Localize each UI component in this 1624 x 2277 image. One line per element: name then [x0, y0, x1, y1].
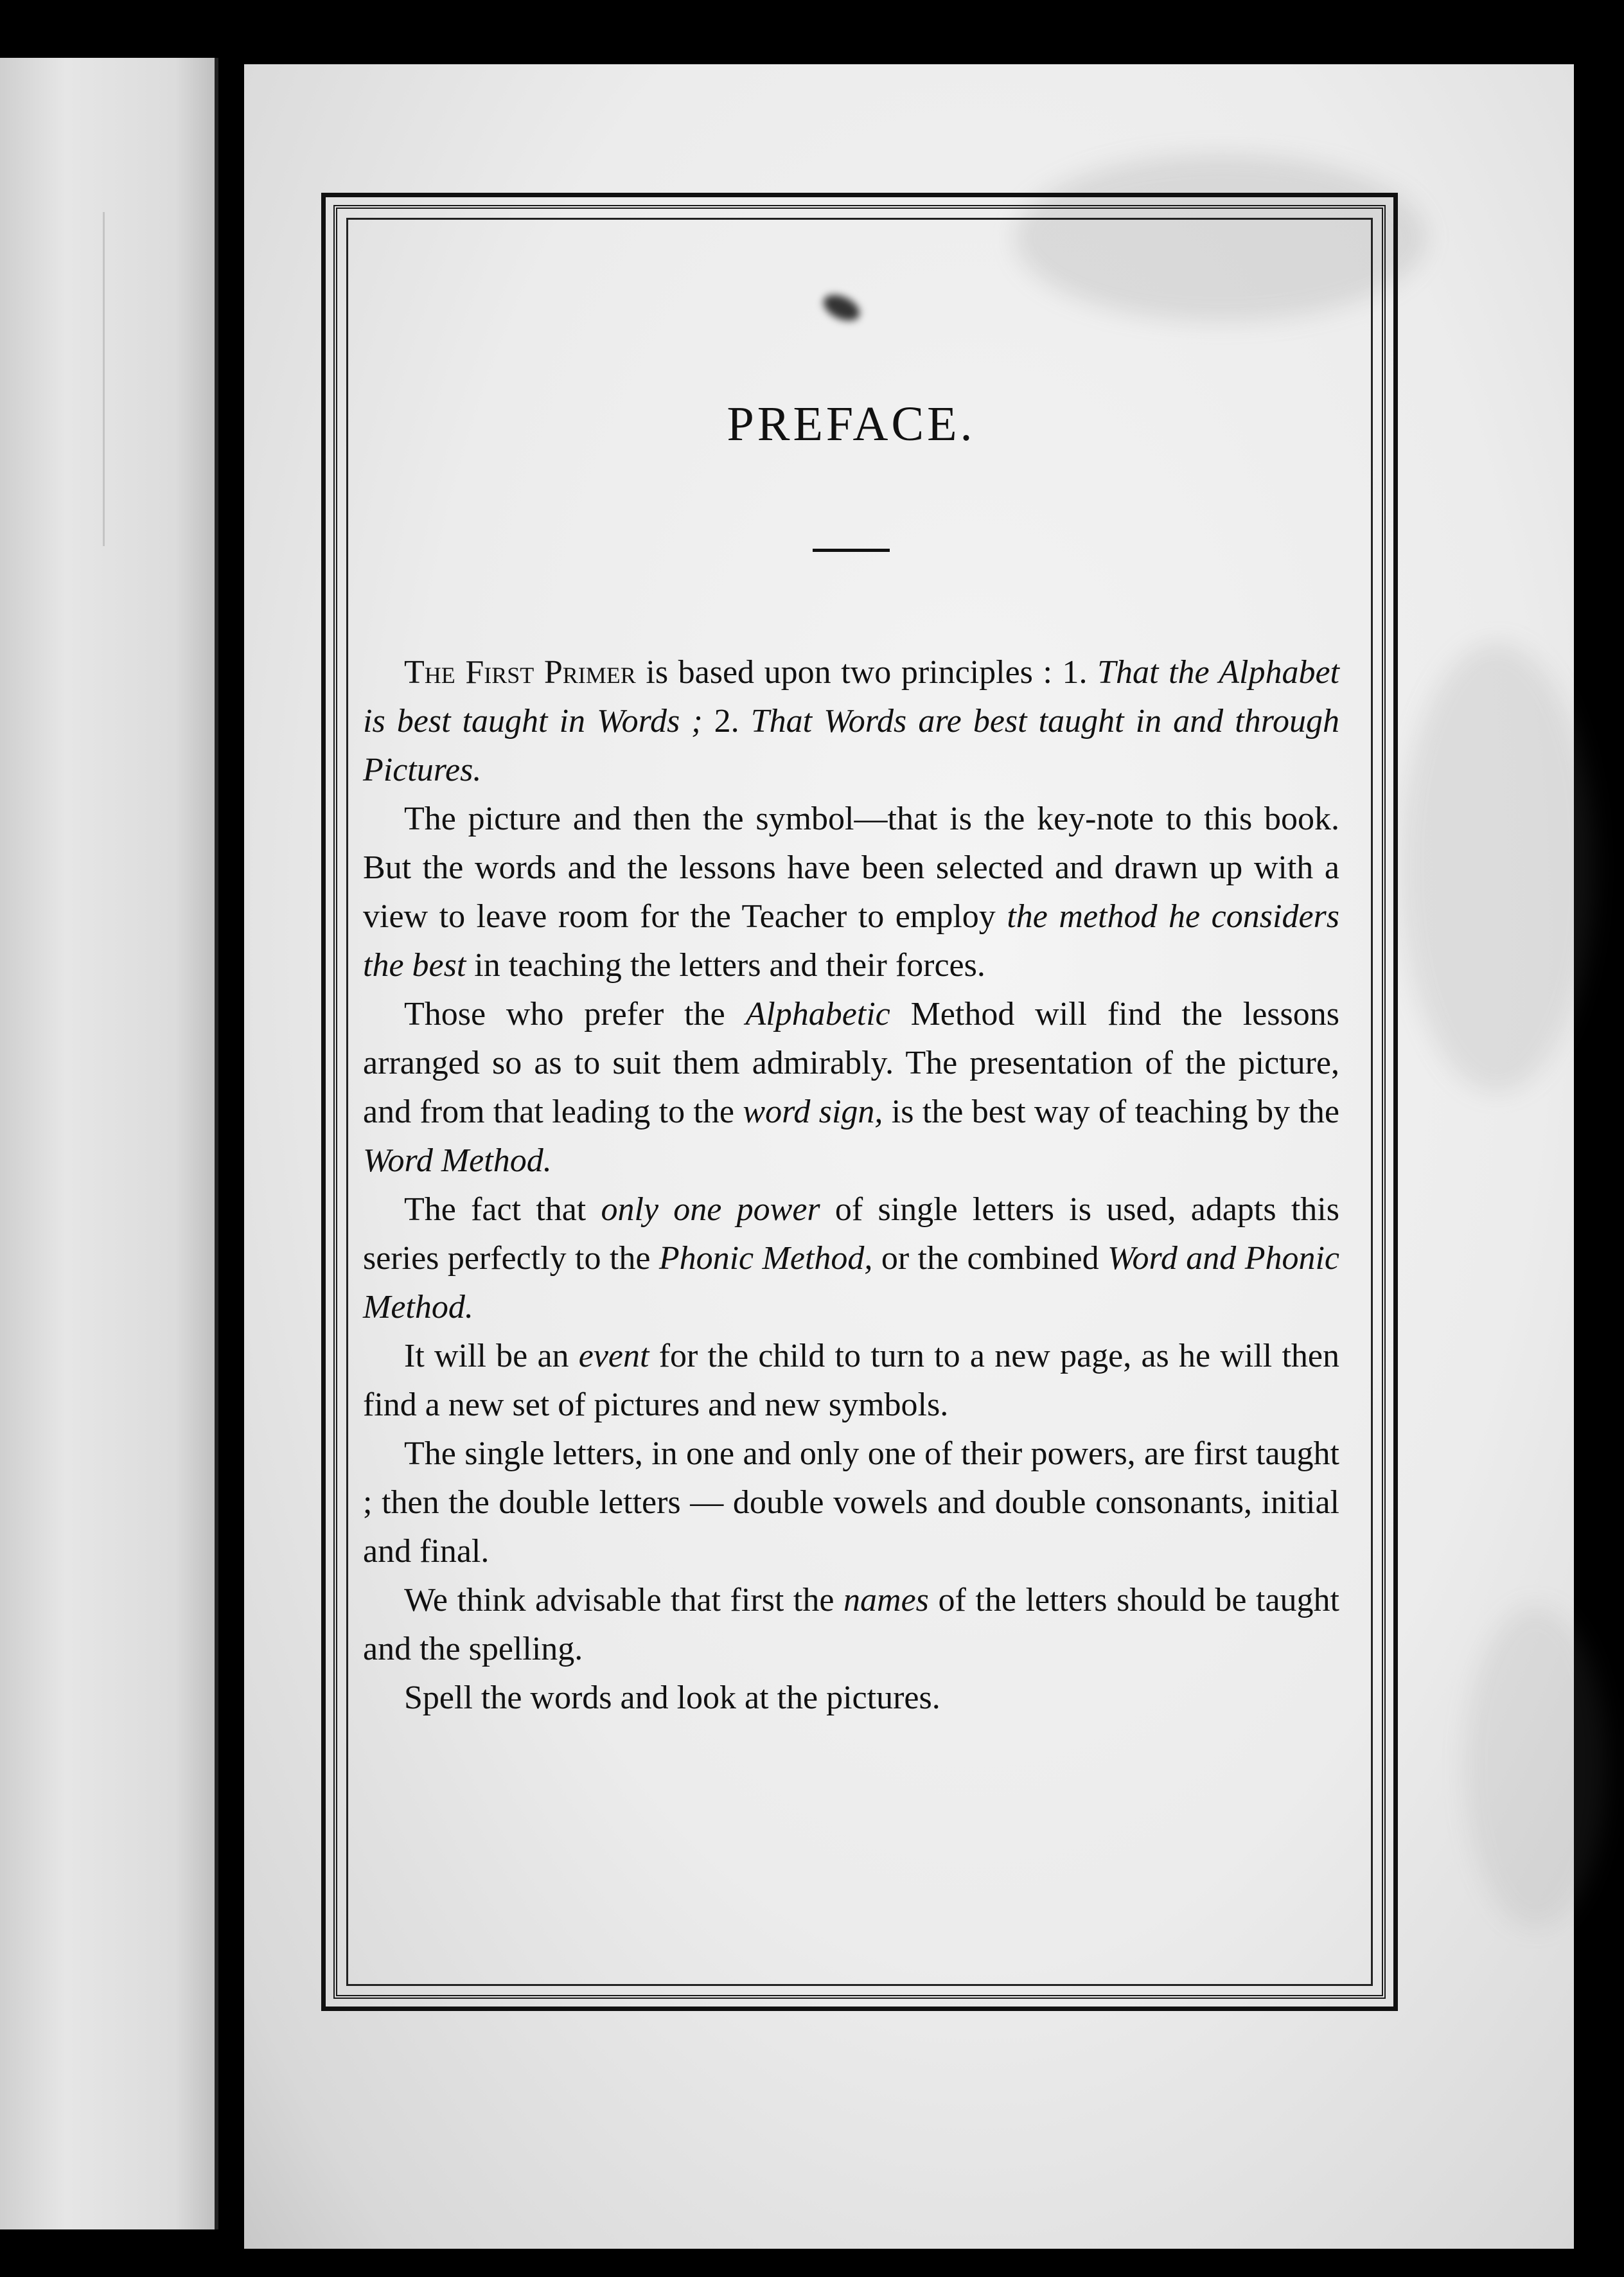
text-run: We think advisable that first the: [404, 1582, 844, 1618]
italic-phrase: Word and Phonic Method.: [363, 1240, 1340, 1325]
preface-content: [363, 396, 1339, 1723]
preface-paragraph: [363, 1332, 1339, 1430]
text-run: The picture and then the symbol—that is the key-note to this book. But the words and the lessons have been selected and drawn up with a view to leave room for the Teacher to employ: [363, 801, 1339, 935]
text-run: or the combined: [872, 1240, 1108, 1277]
italic-phrase: names: [843, 1582, 929, 1618]
text-run: Method will find the lessons arranged so as to suit them admirably. The presentation of the picture, and from that leading to the: [363, 996, 1339, 1130]
text-run: in teaching the letters and their forces.: [466, 947, 985, 984]
italic-phrase: only one power: [601, 1191, 820, 1228]
preface-paragraph: [363, 990, 1339, 1185]
ornamental-border: [321, 193, 1398, 2011]
preface-paragraph: [363, 648, 1339, 795]
preface-paragraph: [363, 1430, 1339, 1576]
paper-stain: [1400, 642, 1593, 1092]
italic-phrase: Phonic Method,: [658, 1240, 873, 1277]
italic-phrase: the method he considers the best: [363, 898, 1339, 984]
italic-phrase: Word Method.: [363, 1142, 552, 1179]
italic-phrase: event: [578, 1338, 649, 1374]
text-run: 2.: [702, 703, 751, 740]
paper-stain: [1465, 1606, 1606, 1927]
facing-page-edge: [0, 58, 218, 2229]
text-run: The First Primer: [404, 654, 636, 691]
text-run: of the letters should be taught and the spelling.: [363, 1582, 1340, 1667]
text-run: Those who prefer the: [404, 996, 746, 1032]
page-title: PREFACE.: [727, 397, 976, 451]
page-shadow: [215, 58, 218, 2229]
preface-body: [363, 648, 1339, 1723]
text-run: It will be an: [404, 1338, 579, 1374]
text-run: is based upon two principles : 1.: [635, 654, 1098, 691]
page-crease: [103, 212, 105, 546]
italic-phrase: That Words are best taught in and through Pictures.: [363, 703, 1339, 788]
italic-phrase: word sign,: [743, 1094, 883, 1130]
preface-paragraph: [363, 1576, 1339, 1674]
preface-paragraph: [363, 795, 1339, 990]
italic-phrase: Alphabetic: [745, 996, 890, 1032]
text-run: The single letters, in one and only one of their powers, are first taught ; then the double letters — double vowels and double consonants, initial and final.: [363, 1435, 1339, 1570]
text-run: of single letters is used, adapts this series perfectly to the: [363, 1191, 1339, 1277]
preface-paragraph: [363, 1674, 1339, 1723]
text-run: Spell the words and look at the pictures.: [404, 1679, 940, 1716]
italic-phrase: That the Alphabet is best taught in Words ;: [363, 654, 1339, 740]
title-divider: [813, 549, 890, 552]
preface-paragraph: [363, 1185, 1339, 1332]
text-run: The fact that: [404, 1191, 601, 1228]
text-run: is the best way of teaching by the: [883, 1094, 1339, 1130]
preface-page: [244, 64, 1574, 2249]
text-run: for the child to turn to a new page, as he will then find a new set of pictures and new symbols.: [363, 1338, 1339, 1423]
